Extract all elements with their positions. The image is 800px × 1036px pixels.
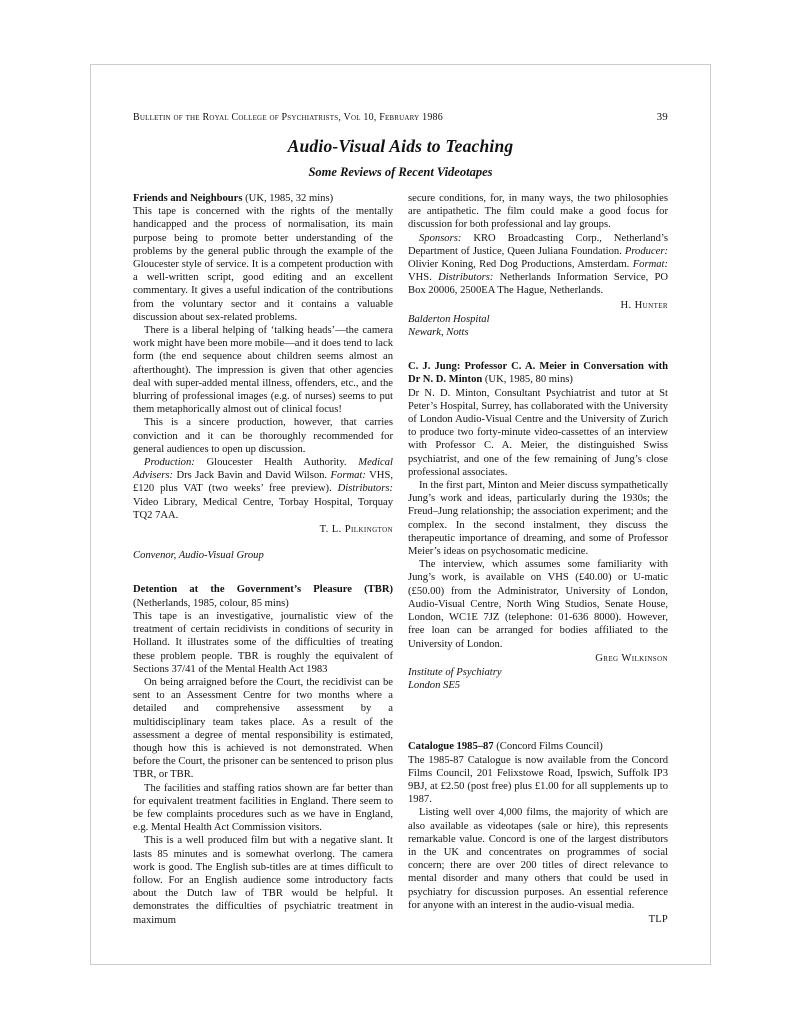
text-segment: Distributors:	[438, 272, 494, 284]
reviewer-signature: Greg Wilkinson	[595, 652, 668, 664]
text-segment: Producer:	[624, 245, 668, 257]
text-segment: Detention at the Government’s Pleasure (TBR)	[133, 584, 393, 596]
journal-page	[90, 64, 711, 965]
paragraph	[408, 479, 668, 558]
two-column-layout	[133, 192, 668, 927]
text-segment: Medical Advisers:	[133, 457, 393, 482]
paragraph	[133, 205, 393, 324]
text-segment: (Netherlands, 1985, colour, 85 mins)	[133, 597, 289, 609]
text-segment: Olivier Koning, Red Dog Productions, Amsterdam.	[408, 259, 633, 271]
text-segment: This tape is an investigative, journalistic view of the treatment of certain recidivists in conditions of security in Holland. It illustrates some of the difficulties of treating these problem people. TBR is roughly the equivalent of Sections 37/41 of the Mental Health Act 1983	[133, 610, 393, 675]
reviewer-affiliation	[408, 666, 668, 692]
text-segment: Friends and Neighbours	[133, 193, 246, 204]
paragraph	[408, 754, 668, 807]
reviewer-signature: T. L. Pilkington	[319, 524, 393, 536]
reviewer-signature: H. Hunter	[620, 299, 668, 311]
right-column	[408, 192, 668, 927]
text-segment: KRO Broadcasting Corp., Netherland’s Department of Justice, Queen Juliana Foundation.	[408, 232, 668, 257]
text-segment: VHS.	[408, 272, 439, 284]
paragraph	[133, 676, 393, 782]
text-segment: The 1985-87 Catalogue is now available from the Concord Films Council, 201 Felixstowe Road, Ipswich, Suffolk IP3 9BJ, at £2.50 (post free) plus £1.00 for all supplements up to 1987.	[408, 754, 668, 806]
affiliation-line: Newark, Notts	[408, 327, 469, 339]
text-segment: This tape is concerned with the rights of the mentally handicapped and the process of normalisation, its main purpose being to promote better understanding of the problems by the general public through the example of the Gloucester style of service. It is a competent production with a well-written script, good editing and an excellent commentary. It gives a useful indication of the contributions from the voluntary sector and it contains a valuable discussion about sex-related problems.	[133, 206, 393, 323]
review-heading	[408, 360, 668, 386]
text-segment: This is a sincere production, however, that carries conviction and it can be thoroughly recommended for general audiences to open up discussion.	[133, 417, 393, 455]
text-segment: Video Library, Medical Centre, Torbay Hospital, Torquay TQ2 7AA.	[133, 496, 393, 521]
text-segment: On being arraigned before the Court, the recidivist can be sent to an Assessment Centre for two months where a detailed and comprehensive assessment by a multidisciplinary team takes place. As a result of the assessment a degree of mental responsibility is estimated, though how this is achieved is not demonstrated. When before the Court, the prisoner can be sentenced to prison plus TBR, or TBR.	[133, 676, 393, 781]
paragraph	[133, 834, 393, 926]
journal-citation: Bulletin of the Royal College of Psychiatrists, Vol 10, February 1986	[133, 112, 443, 123]
text-segment: Catalogue 1985–87	[408, 741, 497, 753]
text-segment: There is a liberal helping of ‘talking heads’—the camera work might have been more mobile—and it does tend to lack form (the end sequence about children seems almost an afterthought). The impression is given that other agencies deal with super-added mental illness, offenders, etc., and the blurring of professional images (e.g. of nurses) seems to put them metaphorically almost out of clinical focus!	[133, 325, 393, 416]
text-segment: The interview, which assumes some familiarity with Jung’s work, is available on VHS (£40.00) or U-matic (£50.00) from the Administrator, University of London, Audio-Visual Centre, North Wing Studios, Senate House, London, WC1E 7JZ (telephone: 01-636 8000). However, free loan can be arranged for bodies affiliated to the University of London.	[408, 559, 668, 650]
article-title: Audio-Visual Aids to Teaching	[287, 136, 514, 156]
paragraph	[408, 232, 668, 298]
text-segment: In the first part, Minton and Meier discuss sympathetically Jung’s work and ideas, particularly during the 1930s; the Freud–Jung relationship; the association experiment; and the complex. In the second instalment, they discuss the therapeutic importance of dreaming, and some of Professor Meier’s ideas on psychosomatic medicine.	[408, 480, 668, 558]
text-segment: (UK, 1985, 32 mins)	[245, 193, 334, 204]
reviewer-affiliation	[133, 549, 393, 562]
affiliation-line: Institute of Psychiatry	[408, 666, 502, 678]
left-column	[133, 192, 393, 927]
text-segment: C. J. Jung: Professor C. A. Meier in Conversation with Dr N. D. Minton	[408, 361, 668, 386]
paragraph	[133, 456, 393, 522]
text-segment: Production:	[144, 457, 195, 469]
paragraph	[133, 416, 393, 456]
text-segment: Distributors:	[337, 483, 393, 495]
article-subtitle: Some Reviews of Recent Videotapes	[308, 165, 493, 179]
text-segment: Netherlands Information Service, PO Box 20006, 2500EA The Hague, Netherlands.	[408, 272, 668, 297]
text-segment: Sponsors:	[419, 232, 462, 244]
review-heading	[133, 583, 393, 609]
affiliation-line: London SE5	[408, 680, 461, 692]
text-segment: This is a well produced film but with a negative slant. It lasts 85 minutes and is somewhat overlong. The camera work is good. The English sub-titles are at times difficult to follow. For an English audience some introductory facts about the Dutch law of TBR would be helpful. It demonstrates the difficulties of psychiatric treatment in maximum	[133, 835, 393, 926]
review-heading	[133, 192, 393, 205]
paragraph	[408, 192, 668, 232]
paragraph	[133, 610, 393, 676]
text-segment: Drs Jack Bavin and David Wilson.	[173, 470, 331, 482]
paragraph	[133, 782, 393, 835]
paragraph	[133, 324, 393, 416]
paragraph	[408, 806, 668, 912]
paragraph	[408, 387, 668, 479]
paragraph	[408, 558, 668, 650]
affiliation-line: Convenor, Audio-Visual Group	[133, 550, 264, 562]
text-segment: (UK, 1985, 80 mins)	[484, 374, 573, 386]
text-segment: The facilities and staffing ratios shown are far better than for equivalent treatment facilities in England. There seem to be few complaints procedures such as we have in England, e.g. Mental Health Act Commission visitors.	[133, 782, 393, 834]
text-segment: Gloucester Health Authority.	[194, 457, 359, 469]
text-segment: (Concord Films Council)	[496, 741, 603, 753]
text-segment: Dr N. D. Minton, Consultant Psychiatrist and tutor at St Peter’s Hospital, Surrey, has collaborated with the University of London Audio-Visual Centre and the University of Zurich to produce two forty-minute video-cassettes of an interview with Professor C. A. Meier, the distinguished Swiss psychiatrist, and one of the few remaining of Jung’s close professional associates.	[408, 387, 668, 478]
text-segment: VHS, £120 plus VAT (two weeks’ free preview).	[133, 470, 393, 495]
page-content	[91, 65, 710, 927]
reviewer-signature: TLP	[648, 913, 668, 925]
review-heading	[408, 740, 668, 753]
running-header	[133, 111, 668, 123]
text-segment: secure conditions, for, in many ways, the two philosophies are antipathetic. The film could make a good focus for discussion for both professional and lay groups.	[408, 193, 668, 231]
text-segment: Listing well over 4,000 films, the majority of which are also available as videotapes (sale or hire), this represents remarkable value. Concord is one of the largest distributors in the UK and concentrates on programmes of social concern; there are over 200 titles of direct relevance to mental disorder and many others that could be used in psychiatry for discussion purposes. An essential reference for anyone with an interest in the audio-visual media.	[408, 807, 668, 911]
text-segment: Format:	[632, 259, 668, 271]
text-segment: Format:	[330, 470, 366, 482]
reviewer-affiliation	[408, 313, 668, 339]
affiliation-line: Balderton Hospital	[408, 313, 490, 325]
page-number: 39	[656, 111, 668, 123]
